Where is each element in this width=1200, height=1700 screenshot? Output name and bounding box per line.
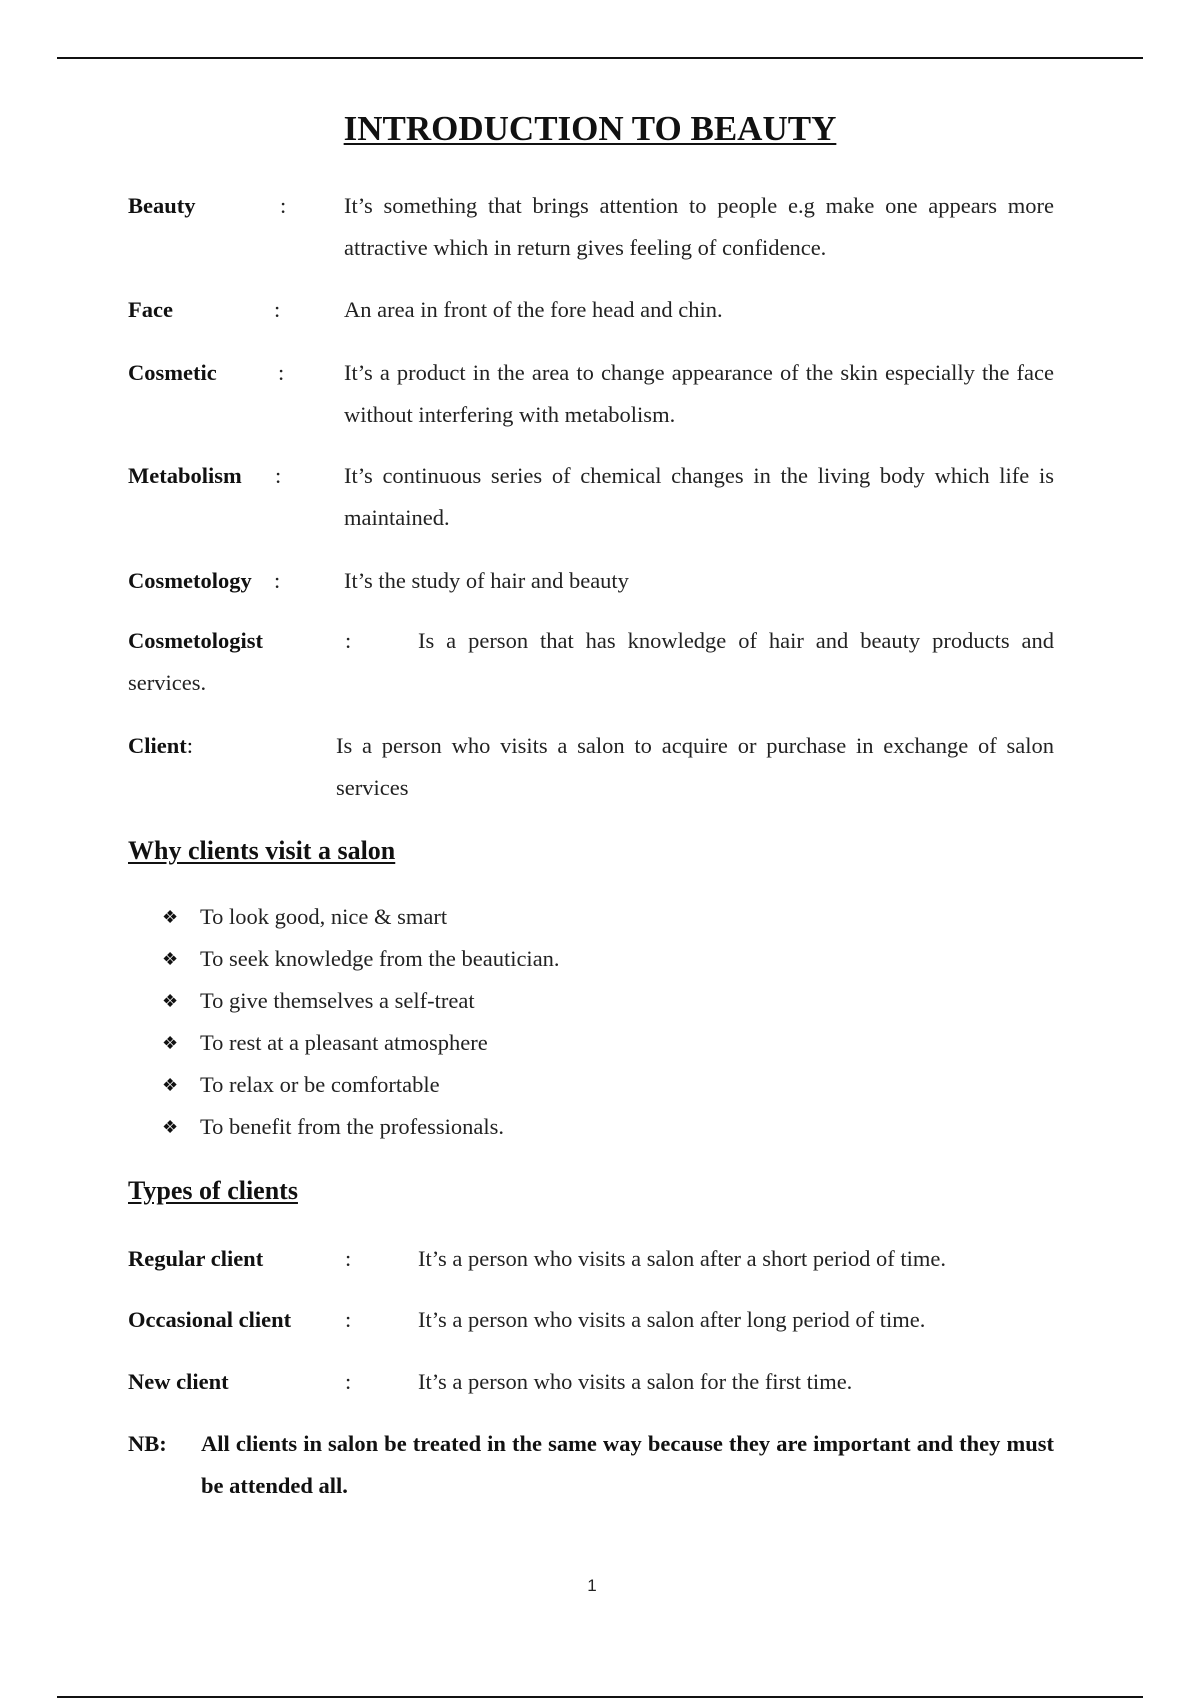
client-type-text: It’s a person who visits a salon after a short period of time. bbox=[418, 1246, 947, 1271]
definition-term: Face bbox=[128, 297, 173, 322]
client-type-colon: : bbox=[345, 1307, 352, 1332]
page-title: INTRODUCTION TO BEAUTY bbox=[343, 109, 837, 148]
definition-text-continued: services. bbox=[128, 670, 207, 695]
nb-label: NB: bbox=[128, 1431, 167, 1456]
client-type-regular bbox=[128, 1238, 1054, 1280]
top-rule bbox=[57, 57, 1143, 59]
section-heading-why-clients: Why clients visit a salon bbox=[128, 836, 396, 865]
client-type-colon: : bbox=[345, 1369, 352, 1394]
definition-term: Client: bbox=[128, 733, 194, 758]
client-type-term: Regular client bbox=[128, 1246, 264, 1271]
definition-face bbox=[128, 289, 1054, 331]
definition-colon: : bbox=[280, 193, 287, 218]
client-type-new bbox=[128, 1361, 1054, 1403]
definition-term: Beauty bbox=[128, 193, 196, 218]
bullet-icon: ❖ bbox=[162, 949, 179, 969]
bullet-icon: ❖ bbox=[162, 991, 179, 1011]
definition-beauty bbox=[128, 185, 1054, 269]
client-type-term: Occasional client bbox=[128, 1307, 292, 1332]
client-type-text: It’s a person who visits a salon for the first time. bbox=[418, 1369, 853, 1394]
definition-metabolism bbox=[128, 455, 1054, 539]
bullet-icon: ❖ bbox=[162, 907, 179, 927]
nb-note bbox=[128, 1423, 1054, 1507]
definition-term: Cosmetologist bbox=[128, 628, 263, 653]
definition-colon: : bbox=[274, 568, 281, 593]
definition-colon: : bbox=[345, 628, 352, 653]
nb-text: All clients in salon be treated in the same way because they are important and they must be attended all. bbox=[201, 1431, 1054, 1498]
definition-text: Is a person that has knowledge of hair and beauty products and bbox=[418, 628, 1054, 653]
definition-cosmetic bbox=[128, 352, 1054, 436]
client-type-text: It’s a person who visits a salon after long period of time. bbox=[418, 1307, 926, 1332]
definition-text: It’s the study of hair and beauty bbox=[344, 568, 629, 593]
page-number: 1 bbox=[587, 1576, 597, 1595]
section-heading-types-of-clients: Types of clients bbox=[128, 1176, 298, 1205]
definition-text: It’s continuous series of chemical changes in the living body which life is maintained. bbox=[344, 463, 1054, 530]
client-type-term: New client bbox=[128, 1369, 229, 1394]
definition-cosmetology bbox=[128, 560, 1054, 602]
definition-text: Is a person who visits a salon to acquire or purchase in exchange of salon services bbox=[336, 733, 1054, 800]
definition-text: It’s something that brings attention to people e.g make one appears more attractive which in return gives feeling of confidence. bbox=[344, 193, 1054, 260]
definition-client bbox=[128, 725, 1054, 809]
definition-term: Cosmetic bbox=[128, 360, 217, 385]
definition-term: Metabolism bbox=[128, 463, 242, 488]
definition-cosmetologist bbox=[128, 620, 1054, 704]
definition-colon: : bbox=[275, 463, 282, 488]
client-type-colon: : bbox=[345, 1246, 352, 1271]
bullet-icon: ❖ bbox=[162, 1117, 179, 1137]
definition-term: Cosmetology bbox=[128, 568, 252, 593]
client-type-occasional bbox=[128, 1299, 1054, 1341]
bullet-icon: ❖ bbox=[162, 1033, 179, 1053]
definition-colon: : bbox=[274, 297, 281, 322]
definition-colon: : bbox=[278, 360, 285, 385]
definition-text: An area in front of the fore head and chin. bbox=[344, 297, 723, 322]
bottom-rule bbox=[57, 1696, 1143, 1698]
definition-text: It’s a product in the area to change appearance of the skin especially the face without interfering with metabolism. bbox=[344, 360, 1054, 427]
bullet-icon: ❖ bbox=[162, 1075, 179, 1095]
